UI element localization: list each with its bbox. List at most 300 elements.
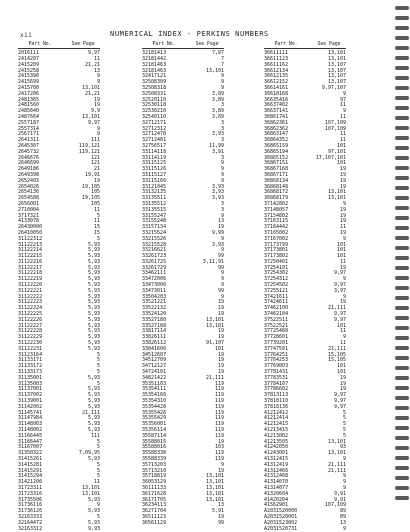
part-number: 31350322	[18, 450, 43, 457]
see-page: 3	[220, 154, 224, 161]
see-page: 3,89	[211, 96, 224, 103]
see-page: 9	[220, 177, 224, 184]
part-number: 37424611	[264, 299, 289, 306]
see-page: 9	[220, 293, 224, 300]
see-page: 13,101	[327, 50, 346, 57]
see-page: 5	[96, 351, 100, 358]
part-number: 31122221	[18, 287, 43, 294]
see-page: 9,97	[333, 392, 346, 399]
see-page: 3,89	[211, 90, 224, 97]
part-number: 2415700	[18, 84, 40, 91]
see-page: 13,101	[205, 67, 224, 74]
part-number: 41213415	[264, 427, 289, 433]
part-number: 2652403	[18, 177, 40, 184]
part-number: 31133171	[18, 357, 43, 364]
binder-coil	[395, 396, 409, 400]
part-number: 37786602	[264, 386, 289, 393]
see-page: 9	[342, 479, 346, 486]
part-number: 2645732	[18, 148, 40, 155]
see-page: 19	[217, 334, 224, 341]
see-page: 111	[90, 432, 100, 439]
part-number: 32540110	[142, 113, 167, 120]
see-page: 5,93	[87, 258, 100, 265]
part-number: 37522511	[264, 316, 289, 323]
see-page: 5,93	[87, 398, 100, 405]
part-number: 37747501	[264, 345, 289, 352]
see-page: 11	[339, 328, 346, 335]
see-page: 119	[214, 432, 224, 439]
see-page: 9,99	[211, 229, 224, 236]
see-page: 9,97	[333, 282, 346, 289]
part-number: 37739201	[264, 340, 289, 347]
see-page: 119	[214, 392, 224, 399]
binder-coil	[395, 446, 409, 450]
part-number: 34821422	[142, 374, 167, 381]
see-page: 19	[339, 229, 346, 236]
see-page: 105	[90, 200, 100, 207]
see-page: 97,101	[327, 148, 346, 155]
binder-coil	[395, 476, 409, 480]
part-number: 33135512	[142, 200, 167, 207]
see-page: 101	[336, 160, 346, 167]
part-number: 33504203	[142, 293, 167, 300]
part-number: 35588338	[142, 450, 167, 457]
see-page: 3,97	[333, 287, 346, 294]
part-number: 36171705	[142, 496, 167, 503]
part-number: 37728601	[264, 334, 289, 341]
part-number: 32163333	[18, 513, 43, 520]
see-page: 9,91	[333, 496, 346, 503]
binder-coil	[395, 76, 409, 80]
binder-coil	[395, 276, 409, 280]
see-page: 19	[339, 374, 346, 381]
see-page: 9	[342, 484, 346, 491]
see-page: 13	[339, 519, 346, 526]
binder-coil	[395, 146, 409, 150]
part-number: 35587114	[142, 432, 167, 439]
part-number: 41212415	[264, 421, 289, 428]
part-number: 31122231	[18, 345, 43, 352]
see-page: 5,93	[87, 519, 100, 526]
see-page: 119	[214, 415, 224, 422]
see-page: 9	[220, 212, 224, 219]
part-number: 33473011	[142, 287, 167, 294]
see-page: 9,97	[87, 119, 100, 126]
part-number: 33472006	[142, 276, 167, 283]
see-page: 19	[339, 218, 346, 225]
part-number: 26410050	[18, 229, 43, 236]
part-number: 31122213	[18, 241, 43, 248]
see-page: 11	[339, 340, 346, 347]
binder-coil	[395, 116, 409, 120]
see-page: 9	[220, 461, 224, 468]
part-number: 37813113	[264, 392, 289, 399]
part-number: 37784107	[264, 380, 289, 387]
see-page: 101	[336, 247, 346, 254]
part-number: 3717321	[18, 212, 40, 219]
see-page: 13,101	[205, 496, 224, 503]
see-page: 5	[342, 421, 346, 428]
binder-coil	[395, 266, 409, 270]
part-number: 41212412	[264, 409, 289, 416]
see-page: 5,93	[87, 264, 100, 271]
part-number: 31122214	[18, 247, 43, 254]
see-page: 9,97	[87, 50, 100, 57]
binder-coil	[395, 316, 409, 320]
part-number: 41213505	[264, 438, 289, 445]
see-page: 19	[217, 369, 224, 376]
part-number: 33215524	[142, 229, 167, 236]
see-page: 3,93	[211, 195, 224, 202]
binder-coil	[395, 256, 409, 260]
part-number: 31122219	[18, 276, 43, 283]
see-page: 119,121	[78, 148, 100, 155]
see-page: 9	[96, 125, 100, 132]
see-page: 21,111	[81, 409, 100, 416]
part-number: 35356114	[142, 427, 167, 433]
see-page: 21,111	[327, 345, 346, 352]
see-page: 5	[96, 369, 100, 376]
part-number: 35351103	[142, 380, 167, 387]
part-number: 35588016	[142, 444, 167, 451]
part-number: 2654026	[18, 183, 40, 190]
index-column-1	[18, 42, 100, 532]
part-number: 31167007	[18, 444, 43, 451]
part-number: 32712481	[142, 137, 167, 144]
binder-coil	[395, 96, 409, 100]
part-number: 33115166	[142, 177, 167, 184]
column-header	[18, 42, 100, 49]
see-page: 9	[342, 108, 346, 115]
see-page: 3,89	[211, 113, 224, 120]
part-number: 35588339	[142, 455, 167, 462]
see-page: 9	[220, 270, 224, 277]
see-page: 101	[336, 363, 346, 370]
see-page: 5	[96, 438, 100, 445]
part-number: 33826112	[142, 340, 167, 347]
part-number: 36865194	[264, 148, 289, 155]
part-number: 36171628	[142, 490, 167, 497]
part-number: 2415258	[18, 67, 40, 74]
see-page: 9	[342, 455, 346, 462]
binder-coil	[395, 46, 409, 50]
see-page: 11	[339, 102, 346, 109]
binder-coil	[395, 386, 409, 390]
page-number: xii	[20, 32, 33, 39]
part-number: 32756517	[142, 142, 167, 149]
binder-coil	[395, 496, 409, 500]
see-page: 15,105	[327, 351, 346, 358]
see-page: 107,109	[324, 119, 346, 126]
part-number: A2031520731	[264, 525, 298, 532]
part-number: 36864352	[264, 137, 289, 144]
part-number: 2567171	[18, 131, 40, 138]
see-page: 9	[342, 276, 346, 283]
part-number: 37254101	[264, 264, 289, 271]
part-number: 33527180	[142, 316, 167, 323]
part-number: 31122229	[18, 334, 43, 341]
part-number: 36868148	[264, 183, 289, 190]
part-number: 32181413	[142, 50, 167, 57]
part-number: 36612152	[264, 79, 289, 86]
part-number: 34712127	[142, 363, 167, 370]
see-page: 119	[214, 380, 224, 387]
part-number: 31122228	[18, 328, 43, 335]
part-number: A2031523002	[264, 519, 298, 526]
see-page: 21	[93, 166, 100, 173]
binder-coil	[395, 206, 409, 210]
binder-coil	[395, 236, 409, 240]
see-page: 19	[339, 183, 346, 190]
part-number: 31122216	[18, 258, 43, 265]
part-no-header: Part No.	[28, 42, 52, 47]
part-number: 36867151	[264, 160, 289, 167]
part-number: 36271704	[142, 508, 167, 515]
binder-coil	[395, 56, 409, 60]
binder-coil	[395, 26, 409, 30]
part-number: 33121045	[142, 183, 167, 190]
part-number: 31723311	[18, 484, 43, 491]
see-page: 101	[336, 369, 346, 376]
see-page: 5	[96, 363, 100, 370]
part-number: 32417121	[142, 73, 167, 80]
part-number: 37783531	[264, 374, 289, 381]
part-number: 33114118	[142, 148, 167, 155]
part-number: 2487664	[18, 113, 40, 120]
see-page: 9	[342, 293, 346, 300]
see-page: 21,21	[84, 61, 100, 68]
part-number: 41243001	[264, 450, 289, 457]
binder-coil	[395, 346, 409, 350]
see-page: 7,09,95	[78, 450, 100, 457]
see-page: 9	[220, 79, 224, 86]
binder-coil	[395, 286, 409, 290]
see-page: 5,93	[87, 427, 100, 433]
see-page: 7,97	[211, 50, 224, 57]
part-number: 4133078	[18, 218, 40, 225]
see-page: 21,111	[327, 461, 346, 468]
part-number: 33261723	[142, 253, 167, 260]
see-page: 13,101	[81, 84, 100, 91]
see-page: 9,97	[333, 398, 346, 405]
index-column-2	[142, 42, 224, 527]
part-number: 41320604	[264, 490, 289, 497]
part-number: 35713210	[142, 467, 167, 474]
see-page: 9,97,107	[321, 84, 346, 91]
part-number: 41213002	[264, 432, 289, 439]
part-number: 37250401	[264, 258, 289, 265]
see-page: 93	[339, 444, 346, 451]
part-number: 2016111	[18, 50, 40, 57]
see-page: 5,93	[87, 322, 100, 329]
binder-coil	[395, 376, 409, 380]
binder-coil	[395, 166, 409, 170]
see-page: 13,101	[205, 479, 224, 486]
see-page: 5,93	[87, 386, 100, 393]
part-number: 35355426	[142, 409, 167, 416]
see-page: 11	[339, 137, 346, 144]
see-page: 19	[339, 206, 346, 213]
see-page: 5,93	[87, 316, 100, 323]
part-number: 36861741	[264, 113, 289, 120]
part-number: 2645307	[18, 142, 40, 149]
part-number: 32530118	[142, 102, 167, 109]
part-number: 32181463	[142, 67, 167, 74]
part-number: 33462111	[142, 270, 167, 277]
part-number: 34724101	[142, 369, 167, 376]
binder-coil	[395, 6, 409, 10]
see-page: 5	[96, 473, 100, 480]
see-page: 5	[342, 432, 346, 439]
see-page: 9	[96, 73, 100, 80]
index-rows	[264, 51, 346, 532]
part-number: 32508318	[142, 84, 167, 91]
binder-coil	[395, 176, 409, 180]
part-number: 31122223	[18, 299, 43, 306]
binder-coil	[395, 306, 409, 310]
see-page: 97	[339, 96, 346, 103]
binder-coil	[395, 426, 409, 430]
see-page: 9	[342, 200, 346, 207]
part-number: 36611123	[264, 56, 289, 62]
part-number: 33473006	[142, 282, 167, 289]
binder-coil	[395, 336, 409, 340]
see-page: 3,89	[211, 108, 224, 115]
see-page: 5,91	[211, 508, 224, 515]
part-number: 33132135	[142, 189, 167, 196]
part-no-header: Part No.	[274, 42, 298, 47]
see-page: 5,93	[87, 508, 100, 515]
part-number: 36111133	[142, 484, 167, 491]
part-number: 31137001	[18, 386, 43, 393]
see-page: 119	[214, 450, 224, 457]
see-page: 21,111	[327, 467, 346, 474]
part-number: 2557314	[18, 125, 40, 132]
index-row	[18, 527, 100, 532]
see-page: 5,93	[87, 421, 100, 428]
see-page: 9	[342, 334, 346, 341]
see-page: 13,107	[327, 79, 346, 86]
see-page: 5,93	[87, 403, 100, 410]
see-page: 3,91	[211, 148, 224, 155]
part-number: 31122230	[18, 340, 43, 347]
see-page: 5,93	[87, 276, 100, 283]
part-number: 32181442	[142, 56, 167, 62]
see-page-header: See Page	[317, 42, 341, 47]
part-number: 36511123	[142, 513, 167, 520]
part-number: 36635416	[264, 96, 289, 103]
see-page: 19	[339, 166, 346, 173]
part-number: 33157134	[142, 224, 167, 231]
part-number: 37421611	[264, 293, 289, 300]
see-page: 21,111	[205, 374, 224, 381]
see-page: 11	[93, 56, 100, 62]
binder-coil	[395, 356, 409, 360]
see-page: 19	[339, 177, 346, 184]
part-number: 34512607	[142, 351, 167, 358]
see-page: 99	[217, 287, 224, 294]
index-row	[142, 521, 224, 527]
part-number: 37769003	[264, 363, 289, 370]
see-page: 3	[220, 119, 224, 126]
see-page: 5,93	[87, 299, 100, 306]
see-page: 19	[217, 311, 224, 318]
binder-coil	[395, 126, 409, 130]
see-page: 5,93	[87, 241, 100, 248]
part-number: 33115127	[142, 171, 167, 178]
see-page: 5	[96, 461, 100, 468]
see-page: 9	[220, 235, 224, 242]
index-rows	[18, 51, 100, 532]
see-page: 5,93	[87, 247, 100, 254]
see-page: 13	[93, 67, 100, 74]
part-number: 41212414	[264, 415, 289, 422]
binder-coil	[395, 156, 409, 160]
part-number: 37255121	[264, 287, 289, 294]
see-page: 5	[96, 235, 100, 242]
part-number: 35354428	[142, 403, 167, 410]
see-page: 119	[214, 427, 224, 433]
binder-coil	[395, 226, 409, 230]
see-page: 19	[339, 380, 346, 387]
part-number: 31415294	[18, 473, 43, 480]
see-page: 7	[220, 56, 224, 62]
see-page: 9	[220, 73, 224, 80]
part-number: 31421206	[18, 479, 43, 486]
part-number: 33155248	[142, 218, 167, 225]
part-number: 33261725	[142, 258, 167, 265]
part-number: 36561129	[142, 519, 167, 526]
see-page: 9	[220, 247, 224, 254]
part-number: 34512709	[142, 357, 167, 364]
part-number: 37254312	[264, 276, 289, 283]
part-number: 31123164	[18, 351, 43, 358]
part-number: 41314077	[264, 484, 289, 491]
part-number: 37764253	[264, 357, 289, 364]
part-number: 36863147	[264, 131, 289, 138]
see-page: 5,93	[87, 374, 100, 381]
part-number: 36868134	[264, 177, 289, 184]
see-page: 13,101	[205, 490, 224, 497]
part-number: 36868172	[264, 189, 289, 196]
part-number: 33215526	[142, 235, 167, 242]
part-number: 37164442	[264, 224, 289, 231]
part-number: A2031520000	[264, 508, 298, 515]
part-number: 31135001	[18, 374, 43, 381]
see-page: 119	[214, 398, 224, 405]
see-page: 13,101	[205, 322, 224, 329]
binder-coil	[395, 366, 409, 370]
part-number: 31122225	[18, 311, 43, 318]
see-page: 105	[90, 189, 100, 196]
see-page: 13,101	[205, 316, 224, 323]
part-number: 33841606	[142, 345, 167, 352]
see-page: 19,105	[81, 195, 100, 202]
see-page: 21,21	[84, 90, 100, 97]
part-number: 31415281	[18, 461, 43, 468]
binder-coil	[395, 456, 409, 460]
part-number: 41242050	[264, 444, 289, 451]
see-page: 5,93	[87, 328, 100, 335]
part-number: 33826111	[142, 334, 167, 341]
see-page: 5,93	[87, 253, 100, 260]
see-page: 9,9	[90, 108, 100, 115]
spiral-binding	[394, 0, 410, 500]
binder-coil	[395, 66, 409, 70]
part-number: 2485640	[18, 108, 40, 115]
part-number: 32712312	[142, 125, 167, 132]
part-number: 2649186	[18, 166, 40, 173]
